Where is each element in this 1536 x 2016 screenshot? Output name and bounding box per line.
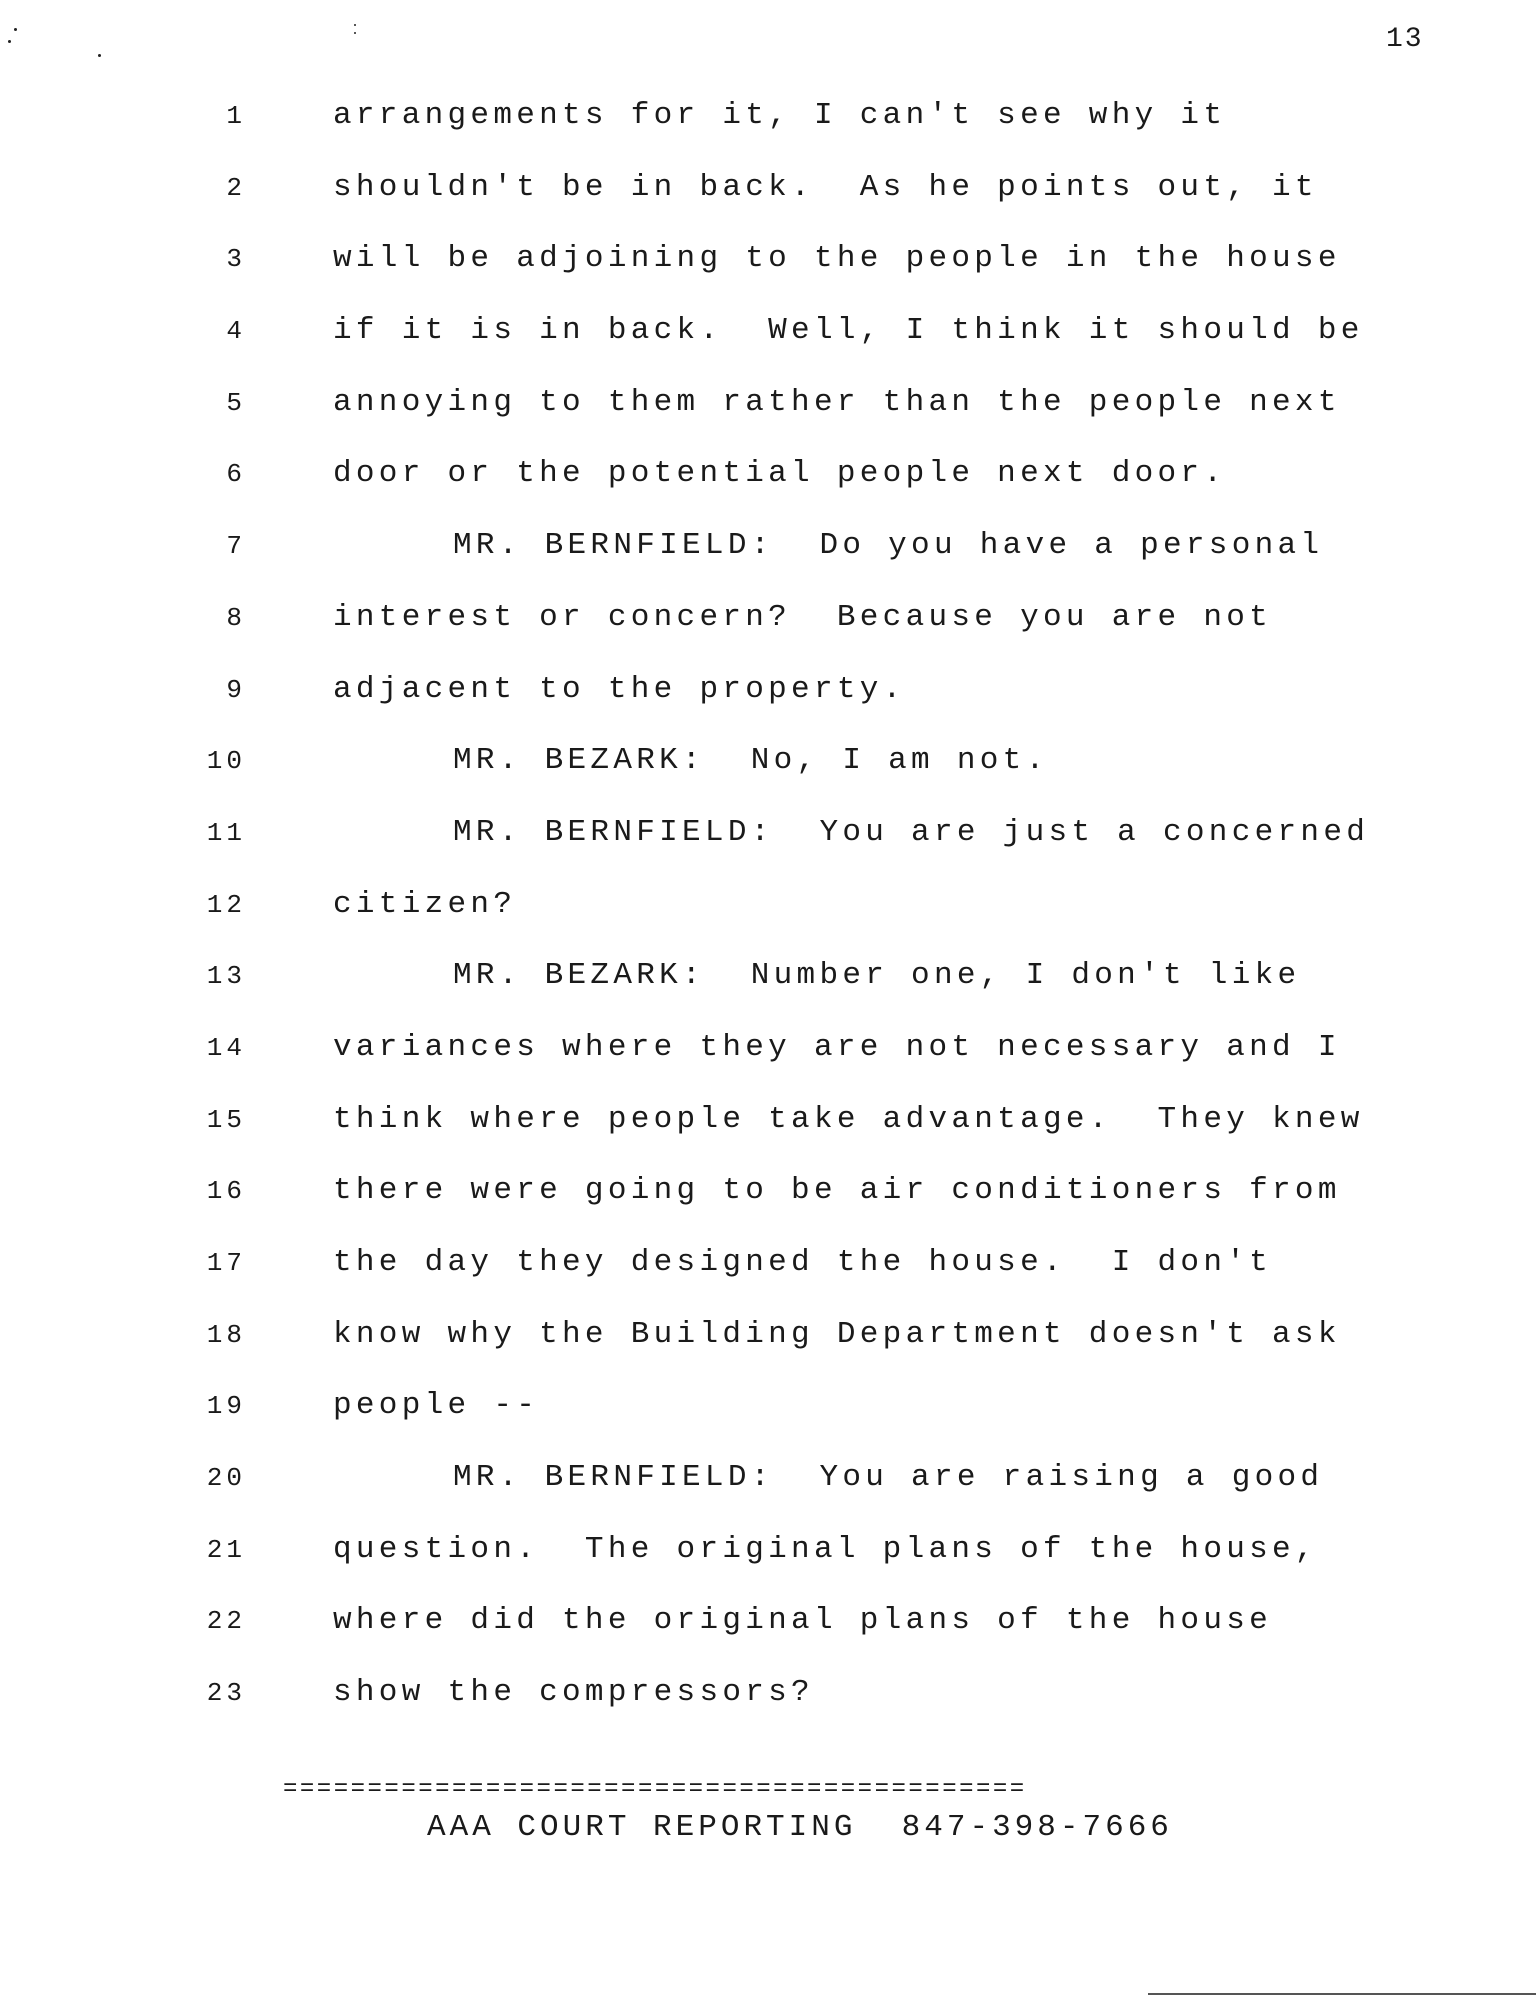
- line-text: where did the original plans of the house: [333, 1603, 1273, 1639]
- line-number: 14: [206, 1032, 246, 1063]
- line-text: MR. BEZARK: No, I am not.: [453, 743, 1049, 779]
- line-number: 22: [206, 1606, 246, 1637]
- line-text: door or the potential people next door.: [333, 456, 1227, 492]
- transcript-line: [0, 598, 1536, 670]
- line-text: MR. BERNFIELD: You are raising a good: [453, 1460, 1324, 1496]
- transcript-line: [0, 526, 1536, 598]
- line-number: 8: [226, 602, 246, 633]
- scan-speck: [354, 24, 356, 26]
- line-number: 6: [226, 459, 246, 490]
- page-number: 13: [1386, 24, 1424, 55]
- line-number: 17: [206, 1248, 246, 1278]
- line-text: MR. BERNFIELD: Do you have a personal: [453, 528, 1324, 564]
- line-text: MR. BERNFIELD: You are just a concerned: [453, 814, 1370, 850]
- line-number: 3: [226, 244, 246, 275]
- transcript-line: [0, 885, 1536, 957]
- line-text: the day they designed the house. I don't: [333, 1245, 1273, 1280]
- line-text: know why the Building Department doesn't ask: [333, 1316, 1341, 1352]
- line-number: 2: [226, 172, 246, 203]
- line-number: 10: [206, 746, 246, 777]
- line-number: 7: [226, 531, 246, 562]
- line-text: show the compressors?: [333, 1675, 814, 1711]
- transcript-line: [0, 1601, 1536, 1673]
- transcript-line: [0, 96, 1536, 168]
- transcript-line: [0, 1458, 1536, 1530]
- line-number: 9: [226, 674, 246, 705]
- transcript-line: [0, 239, 1536, 311]
- line-text: question. The original plans of the house,: [333, 1531, 1318, 1567]
- line-text: there were going to be air conditioners from: [333, 1173, 1341, 1209]
- scan-speck: [14, 28, 17, 31]
- transcript-line: [0, 1243, 1536, 1315]
- line-text: will be adjoining to the people in the house: [333, 241, 1341, 277]
- line-number: 12: [206, 889, 246, 920]
- line-number: 21: [206, 1534, 246, 1565]
- transcript-line: [0, 1315, 1536, 1387]
- transcript-line: [0, 670, 1536, 742]
- line-text: think where people take advantage. They knew: [333, 1101, 1364, 1137]
- transcript-line: [0, 311, 1536, 383]
- line-text: MR. BEZARK: Number one, I don't like: [453, 958, 1301, 994]
- line-number: 19: [206, 1391, 246, 1422]
- line-number: 16: [206, 1176, 246, 1207]
- transcript-line: [0, 1028, 1536, 1100]
- footer-rule: ============================================: [283, 1776, 1027, 1803]
- scan-speck: [8, 40, 11, 43]
- line-text: variances where they are not necessary and I: [333, 1029, 1341, 1065]
- line-number: 4: [226, 316, 246, 347]
- transcript-line: [0, 1100, 1536, 1172]
- line-text: arrangements for it, I can't see why it: [333, 98, 1227, 133]
- line-number: 18: [206, 1319, 246, 1350]
- line-number: 20: [206, 1463, 246, 1494]
- line-number: 23: [206, 1678, 246, 1709]
- transcript-line: [0, 1673, 1536, 1745]
- transcript-line: [0, 454, 1536, 526]
- transcript-line: [0, 741, 1536, 813]
- transcript-line: [0, 956, 1536, 1028]
- line-number: 1: [226, 101, 246, 131]
- line-number: 5: [226, 387, 246, 418]
- transcript-line: [0, 1530, 1536, 1602]
- line-text: citizen?: [333, 886, 517, 922]
- line-number: 15: [206, 1104, 246, 1135]
- transcript-line: [0, 168, 1536, 240]
- line-text: interest or concern? Because you are not: [333, 599, 1273, 635]
- bottom-edge-line: [1148, 1993, 1536, 1995]
- transcript-line: [0, 383, 1536, 455]
- line-text: shouldn't be in back. As he points out, it: [333, 169, 1318, 205]
- transcript-line: [0, 813, 1536, 885]
- transcript-lines: [0, 96, 1536, 1745]
- line-number: 13: [206, 961, 246, 992]
- scan-speck: [354, 32, 356, 34]
- line-text: adjacent to the property.: [333, 671, 906, 707]
- scan-speck: [98, 54, 101, 57]
- transcript-line: [0, 1171, 1536, 1243]
- footer-reporter: AAA COURT REPORTING 847-398-7666: [427, 1810, 1173, 1845]
- line-text: annoying to them rather than the people next: [333, 384, 1341, 420]
- line-number: 11: [206, 817, 246, 848]
- transcript-line: [0, 1386, 1536, 1458]
- line-text: people --: [333, 1388, 540, 1424]
- line-text: if it is in back. Well, I think it should be: [333, 313, 1364, 349]
